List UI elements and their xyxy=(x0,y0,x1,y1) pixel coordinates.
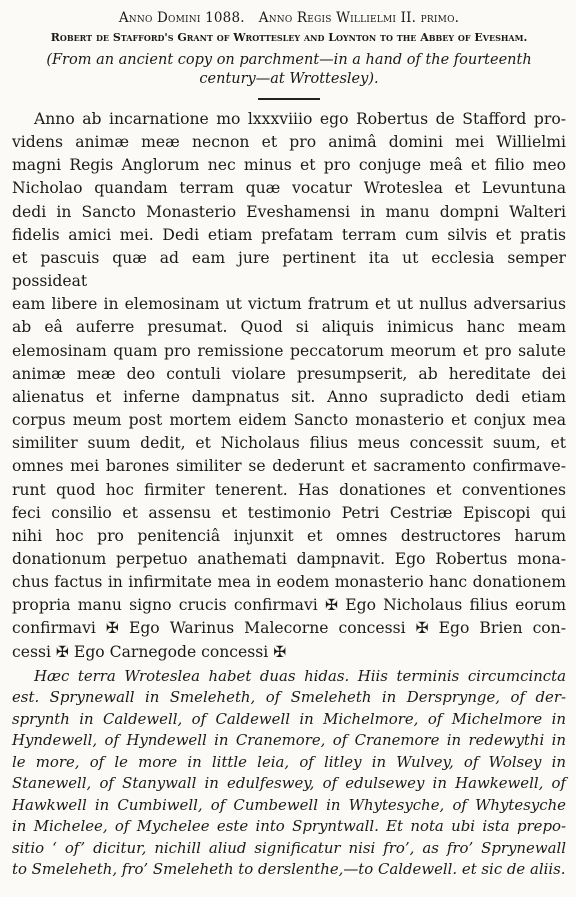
charter-line: et pascuis quæ ad eam jure pertinent ita ut ecclesia semper possideat xyxy=(12,248,566,291)
charter-line: corpus meum post mortem eidem Sancto monasterio et conjux mea xyxy=(12,411,566,430)
charter-line: animæ meæ deo contuli violare presumpserit, ab hereditate dei xyxy=(12,364,566,383)
charter-text xyxy=(12,108,566,664)
charter-line: fidelis amici mei. Dedi etiam prefatam terram cum silvis et pratis xyxy=(12,225,566,244)
bounds-line: Hæc terra Wroteslea habet duas hidas. Hiis terminis circumcincta xyxy=(34,666,566,685)
source-note: (From an ancient copy on parchment—in a hand of the fourteenth century—at Wrottesley). xyxy=(46,52,532,87)
bounds-line: Hawkwell in Cumbiwell, of Cumbewell in Whytesyche, of Whytesyche xyxy=(12,795,566,814)
charter-line: nihi hoc pro penitenciâ injunxit et omnes destructores harum xyxy=(12,526,566,545)
section-rule xyxy=(258,98,320,100)
bounds-text xyxy=(12,666,566,881)
document-title: Robert de Stafford's Grant of Wrottesley and Loynton to the Abbey of Evesham. xyxy=(50,31,528,44)
bounds-line: le more, of le more in little leia, of litley in Wulvey, of Wolsey in xyxy=(12,752,566,771)
date-heading xyxy=(12,10,566,26)
charter-line: eam libere in elemosinam ut victum fratrum et ut nullus adversarius xyxy=(12,295,566,314)
charter-line: chus factus in infirmitate mea in eodem monasterio hanc donationem xyxy=(12,573,566,592)
year-line: Anno Domini 1088. xyxy=(118,10,245,26)
charter-line: Nicholao quandam terram quæ vocatur Wroteslea et Levuntuna xyxy=(12,179,566,198)
charter-line: feci consilio et assensu et testimonio Petri Cestriæ Episcopi qui xyxy=(12,503,566,522)
charter-line: ab eâ auferre presumat. Quod si aliquis inimicus hanc meam xyxy=(12,318,566,337)
bounds-line: Hyndewell, of Hyndewell in Cranemore, of Cranemore in redewythi in xyxy=(12,731,566,750)
bounds-line: in Michelee, of Mychelee este into Spryntwall. Et nota ubi ista prepo- xyxy=(12,817,566,836)
bounds-line: est. Sprynewall in Smeleheth, of Smeleheth in Dersprynge, of der- xyxy=(12,688,566,707)
bounds-line: sprynth in Caldewell, of Caldewell in Michelmore, of Michelmore in xyxy=(12,709,566,728)
charter-line: dedi in Sancto Monasterio Eveshamensi in manu dompni Walteri xyxy=(12,202,566,221)
charter-line: propria manu signo crucis confirmavi ✠ Ego Nicholaus filius eorum xyxy=(12,596,566,615)
charter-line: alienatus et inferne dampnatus sit. Anno supradicto dedi etiam xyxy=(12,387,566,406)
bounds-line: Stanewell, of Stanywall in edulfeswey, of edulsewey in Hawkewell, of xyxy=(12,774,566,793)
charter-line: elemosinam quam pro remissione peccatorum meorum et pro salute xyxy=(12,341,566,360)
charter-line: cessi ✠ Ego Carnegode concessi ✠ xyxy=(12,642,287,661)
charter-line: omnes mei barones similiter se dederunt et sacramento confirmave- xyxy=(12,457,566,476)
charter-line: magni Regis Anglorum nec minus et pro conjuge meâ et filio meo xyxy=(12,156,566,175)
charter-line: runt quod hoc firmiter tenerent. Has donationes et conventiones xyxy=(12,480,566,499)
charter-line: confirmavi ✠ Ego Warinus Malecorne concessi ✠ Ego Brien con- xyxy=(12,619,566,638)
bounds-line: sitio ‘ of’ dicitur, nichill aliud significatur nisi fro’, as fro’ Sprynewall xyxy=(12,838,566,857)
charter-line: donationum perpetuo anathemati dampnavit. Ego Robertus mona- xyxy=(12,549,566,568)
charter-line: similiter suum dedit, et Nicholaus filius meus concessit suum, et xyxy=(12,434,566,453)
bounds-line: to Smeleheth, fro’ Smeleheth to derslenthe,—to Caldewell. et sic de aliis. xyxy=(12,860,566,879)
regnal-line: Anno Regis Willielmi II. primo. xyxy=(258,10,460,26)
charter-line: videns animæ meæ necnon et pro animâ domini mei Willielmi xyxy=(12,133,566,152)
charter-line: Anno ab incarnatione mo lxxxviiio ego Robertus de Stafford pro- xyxy=(34,110,566,128)
